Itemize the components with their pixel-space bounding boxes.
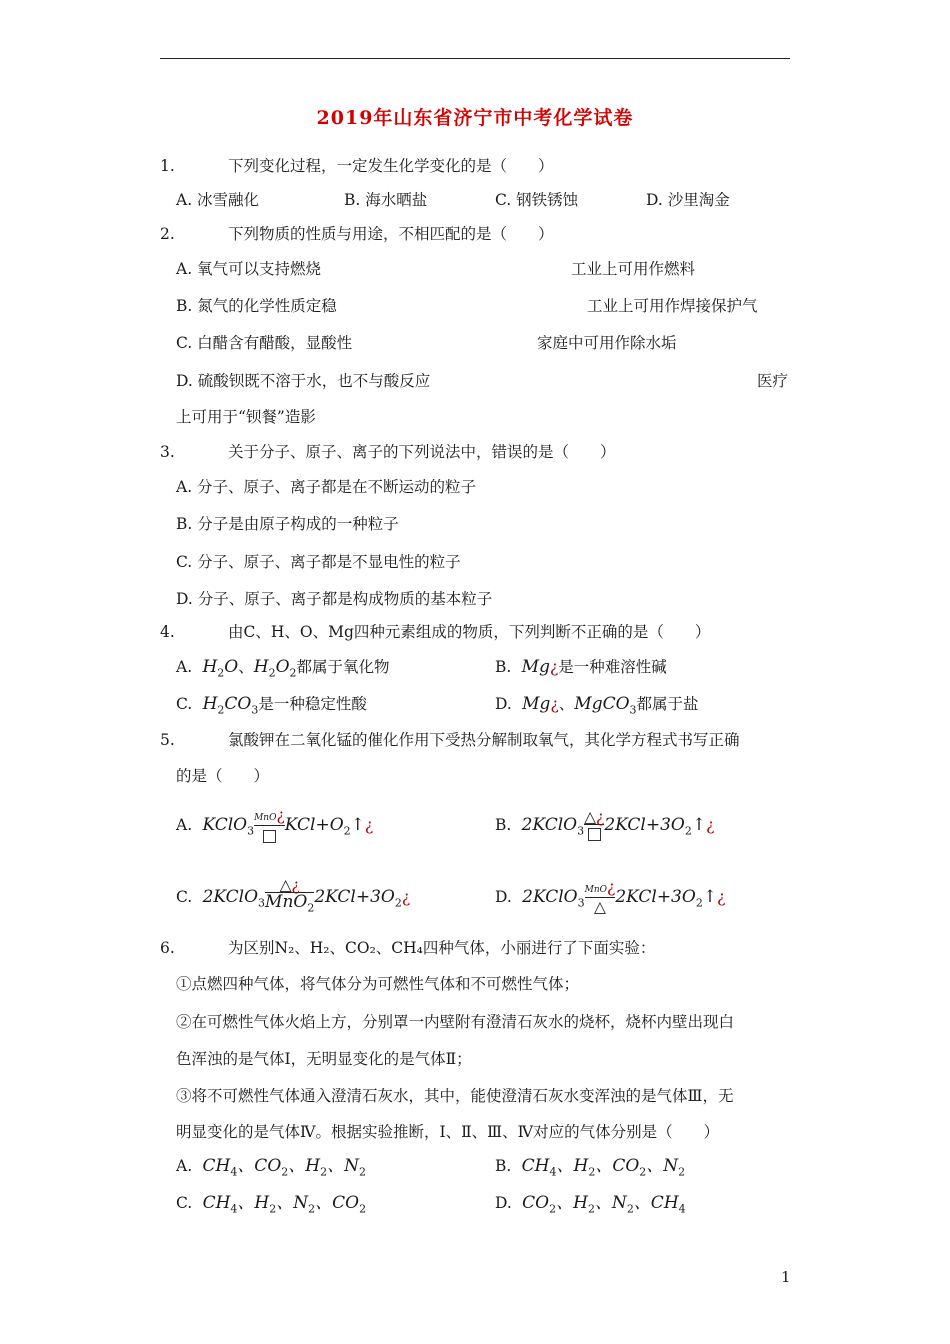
q4-option-d: D. Mg¿、MgCO$_3$都属于盐 bbox=[495, 694, 699, 717]
q1-option-d: D. 沙里淘金 bbox=[646, 191, 730, 209]
q2-option-d-use: 医疗 bbox=[757, 372, 789, 390]
q2-option-c-use: 家庭中可用作除水垢 bbox=[537, 334, 677, 352]
q5-stem: 氯酸钾在二氧化锰的催化作用下受热分解制取氧气，其化学方程式书写正确 bbox=[228, 731, 740, 749]
q1-number: 1. bbox=[160, 157, 175, 175]
q5-option-d: D. 2KClO$_3$ MnO¿ △ $2KCl+3O_2↑¿$ bbox=[495, 878, 726, 916]
q2-option-c: C. 白醋含有醋酸，显酸性 bbox=[176, 334, 353, 352]
q3-option-a: A. 分子、原子、离子都是在不断运动的粒子 bbox=[176, 478, 477, 496]
page-number: 1 bbox=[781, 1268, 791, 1286]
q4-option-b: B. Mg¿是一种难溶性碱 bbox=[495, 657, 667, 677]
q6-step-2: ②在可燃性气体火焰上方，分别罩一内壁附有澄清石灰水的烧杯，烧杯内壁出现白 bbox=[176, 1013, 735, 1031]
q1-stem: 下列变化过程，一定发生化学变化的是（ ） bbox=[228, 157, 554, 175]
q1-option-c: C. 钢铁锈蚀 bbox=[495, 191, 579, 209]
q3-stem: 关于分子、原子、离子的下列说法中，错误的是（ ） bbox=[228, 443, 616, 461]
q5-option-c: C. 2KClO$_3$ △¿ MnO$_2$ $2KCl+3O_2¿$ bbox=[176, 876, 411, 915]
q4-d-formula: Mg bbox=[516, 694, 551, 714]
q2-option-d: D. 硫酸钡既不溶于水，也不与酸反应 bbox=[176, 372, 431, 390]
q2-stem: 下列物质的性质与用途，不相匹配的是（ ） bbox=[228, 225, 554, 243]
q4-b-formula: Mg bbox=[516, 657, 550, 677]
q5-number: 5. bbox=[160, 731, 175, 749]
q3-option-c: C. 分子、原子、离子都是不显电性的粒子 bbox=[176, 553, 461, 571]
q3-option-b: B. 分子是由原子构成的一种粒子 bbox=[176, 515, 399, 533]
q6-step-2-cont: 色浑浊的是气体Ⅰ，无明显变化的是气体Ⅱ； bbox=[176, 1050, 472, 1068]
q5-b-condition: △¿ bbox=[584, 811, 604, 842]
q6-b-formulas: $CH_4$、$H_2$、$CO_2$、$N_2$ bbox=[516, 1156, 686, 1179]
q3-option-d: D. 分子、原子、离子都是构成物质的基本粒子 bbox=[176, 590, 493, 608]
q4-option-a: A. $H_2O$、$H_2O_2$都属于氧化物 bbox=[176, 657, 390, 680]
page-title: 2019年山东省济宁市中考化学试卷 bbox=[316, 107, 634, 129]
q6-step-1: ①点燃四种气体，将气体分为可燃性气体和不可燃性气体； bbox=[176, 975, 580, 993]
q6-number: 6. bbox=[160, 939, 175, 957]
q6-a-formulas: $CH_4$、$CO_2$、$H_2$、$N_2$ bbox=[197, 1156, 366, 1179]
q2-option-a: A. 氧气可以支持燃烧 bbox=[176, 260, 322, 278]
q6-d-formulas: $CO_2$、$H_2$、$N_2$、$CH_4$ bbox=[516, 1193, 686, 1216]
q4-stem: 由C、H、O、Mg四种元素组成的物质，下列判断不正确的是（ ） bbox=[228, 623, 711, 641]
q5-b-equation: 2KClO$_3$ bbox=[516, 815, 585, 838]
q1-option-b: B. 海水晒盐 bbox=[344, 191, 428, 209]
q6-option-a: A. $CH_4$、$CO_2$、$H_2$、$N_2$ bbox=[176, 1156, 366, 1179]
q3-number: 3. bbox=[160, 443, 175, 461]
q6-option-b: B. $CH_4$、$H_2$、$CO_2$、$N_2$ bbox=[495, 1156, 686, 1179]
q2-option-b-use: 工业上可用作焊接保护气 bbox=[587, 297, 758, 315]
q5-a-condition: MnO¿ bbox=[254, 809, 285, 843]
q6-step-3: ③将不可燃性气体通入澄清石灰水，其中，能使澄清石灰水变浑浊的是气体Ⅲ，无 bbox=[176, 1087, 734, 1105]
header-rule bbox=[160, 58, 790, 59]
q4-option-c: C. $H_2CO_3$是一种稳定性酸 bbox=[176, 694, 367, 717]
q5-d-condition: MnO¿ △ bbox=[584, 878, 616, 916]
q5-option-a: A. KClO$_3$ MnO¿ $KCl+O_2↑¿$ bbox=[176, 805, 373, 851]
q6-c-formulas: $CH_4$、$H_2$、$N_2$、$CO_2$ bbox=[197, 1193, 367, 1216]
q4-number: 4. bbox=[160, 623, 175, 641]
q5-c-condition: △¿ MnO$_2$ bbox=[265, 876, 315, 915]
q6-stem: 为区别N₂、H₂、CO₂、CH₄四种气体，小丽进行了下面实验： bbox=[228, 939, 656, 957]
q5-c-equation: 2KClO$_3$ bbox=[197, 887, 266, 910]
q5-option-b: B. 2KClO$_3$ △¿ $2KCl+3O_2↑¿$ bbox=[495, 805, 714, 851]
q6-option-c: C. $CH_4$、$H_2$、$N_2$、$CO_2$ bbox=[176, 1193, 367, 1216]
q2-option-b: B. 氮气的化学性质定稳 bbox=[176, 297, 337, 315]
q2-option-d-cont: 上可用于“钡餐”造影 bbox=[176, 408, 316, 426]
q2-option-a-use: 工业上可用作燃料 bbox=[571, 260, 696, 278]
q5-a-equation: KClO$_3$ bbox=[197, 815, 255, 838]
q6-step-3-cont: 明显变化的是气体Ⅳ。根据实验推断，Ⅰ、Ⅱ、Ⅲ、Ⅳ对应的气体分别是（ ） bbox=[176, 1123, 720, 1141]
q4-c-formula: $H_2CO_3$ bbox=[197, 694, 259, 717]
q4-a-formula: $H_2O$ bbox=[197, 657, 239, 680]
q2-number: 2. bbox=[160, 225, 175, 243]
q6-option-d: D. $CO_2$、$H_2$、$N_2$、$CH_4$ bbox=[495, 1193, 686, 1216]
q5-d-equation: 2KClO$_3$ bbox=[516, 887, 585, 910]
q5-stem-cont: 的是（ ） bbox=[176, 767, 270, 785]
q1-option-a: A. 冰雪融化 bbox=[176, 191, 260, 209]
